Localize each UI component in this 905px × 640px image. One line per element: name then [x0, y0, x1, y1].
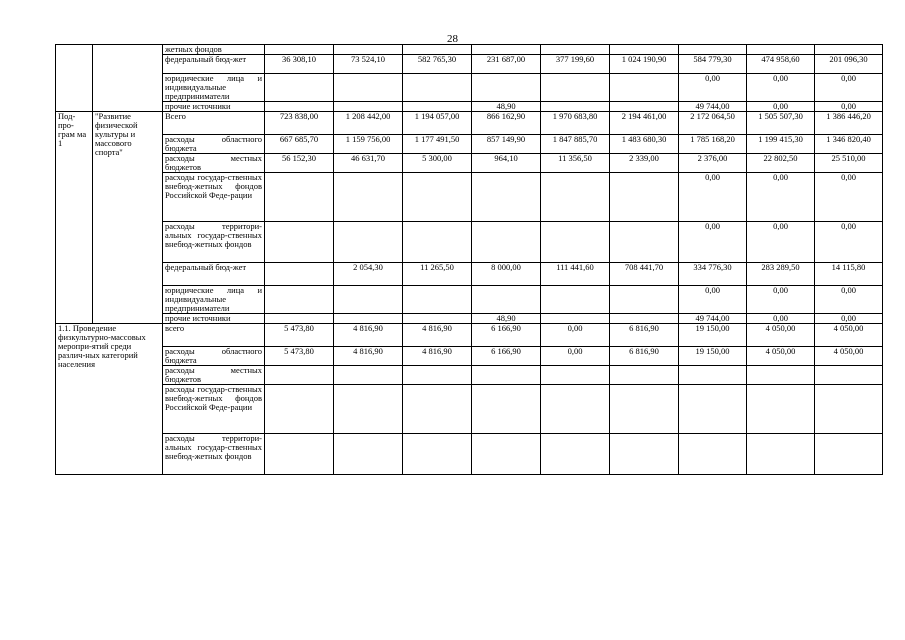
value-cell: 73 524,10 — [334, 55, 403, 74]
value-cell: 4 050,00 — [747, 347, 815, 366]
table-row — [56, 45, 883, 55]
value-cell — [403, 222, 472, 263]
table-row — [56, 154, 883, 173]
value-cell: 22 802,50 — [747, 154, 815, 173]
value-cell: 1 505 507,30 — [747, 112, 815, 135]
value-cell: 4 816,90 — [403, 324, 472, 347]
value-cell — [541, 434, 610, 475]
value-cell — [334, 74, 403, 102]
value-cell: 0,00 — [679, 173, 747, 222]
funding-source-cell: расходы территори-альных государ-ственных внебюд-жетных фондов — [163, 222, 265, 263]
value-cell: 4 050,00 — [747, 324, 815, 347]
value-cell — [541, 74, 610, 102]
value-cell — [610, 434, 679, 475]
value-cell — [265, 74, 334, 102]
value-cell: 0,00 — [815, 74, 883, 102]
value-cell — [334, 45, 403, 55]
value-cell — [679, 385, 747, 434]
value-cell — [265, 222, 334, 263]
value-cell: 6 166,90 — [472, 347, 541, 366]
value-cell: 56 152,30 — [265, 154, 334, 173]
funding-source-cell: юридические лица и индивидуальные предприниматели — [163, 74, 265, 102]
value-cell: 1 024 190,90 — [610, 55, 679, 74]
value-cell: 0,00 — [747, 222, 815, 263]
funding-source-cell: расходы местных бюджетов — [163, 366, 265, 385]
value-cell: 0,00 — [815, 286, 883, 314]
funding-source-cell: всего — [163, 324, 265, 347]
value-cell — [472, 173, 541, 222]
value-cell: 4 816,90 — [403, 347, 472, 366]
value-cell: 964,10 — [472, 154, 541, 173]
value-cell — [747, 434, 815, 475]
value-cell — [403, 366, 472, 385]
value-cell: 5 473,80 — [265, 324, 334, 347]
value-cell: 0,00 — [815, 173, 883, 222]
funding-source-cell: прочие источники — [163, 314, 265, 324]
table-row — [56, 74, 883, 102]
value-cell — [403, 102, 472, 112]
funding-source-cell: расходы территори-альных государ-ственных внебюд-жетных фондов — [163, 434, 265, 475]
funding-source-cell: расходы местных бюджетов — [163, 154, 265, 173]
value-cell — [334, 434, 403, 475]
value-cell: 584 779,30 — [679, 55, 747, 74]
value-cell — [747, 385, 815, 434]
value-cell — [541, 314, 610, 324]
table-row — [56, 434, 883, 475]
value-cell — [265, 434, 334, 475]
value-cell — [541, 102, 610, 112]
value-cell: 283 289,50 — [747, 263, 815, 286]
value-cell — [403, 314, 472, 324]
value-cell: 0,00 — [747, 286, 815, 314]
funding-source-cell: расходы областного бюджета — [163, 347, 265, 366]
value-cell: 0,00 — [679, 222, 747, 263]
value-cell: 1 483 680,30 — [610, 135, 679, 154]
value-cell — [541, 286, 610, 314]
value-cell — [610, 102, 679, 112]
measure-name-cell: 1.1. Проведение физкультурно-массовых меропри-ятий среди различ-ных категорий населения — [56, 324, 163, 475]
funding-source-cell: расходы государ-ственных внебюд-жетных фондов Российской Феде-рации — [163, 385, 265, 434]
value-cell — [334, 102, 403, 112]
value-cell: 0,00 — [815, 102, 883, 112]
value-cell: 857 149,90 — [472, 135, 541, 154]
value-cell — [265, 173, 334, 222]
funding-source-cell: федеральный бюд-жет — [163, 263, 265, 286]
value-cell — [610, 366, 679, 385]
budget-table — [55, 44, 883, 475]
subprogram-name-cell — [93, 45, 163, 112]
value-cell: 0,00 — [541, 347, 610, 366]
table-row — [56, 55, 883, 74]
value-cell — [541, 385, 610, 434]
value-cell: 1 159 756,00 — [334, 135, 403, 154]
value-cell — [472, 286, 541, 314]
value-cell: 0,00 — [747, 173, 815, 222]
value-cell: 1 199 415,30 — [747, 135, 815, 154]
value-cell: 19 150,00 — [679, 347, 747, 366]
value-cell — [472, 385, 541, 434]
table-row — [56, 324, 883, 347]
value-cell: 1 847 885,70 — [541, 135, 610, 154]
value-cell: 667 685,70 — [265, 135, 334, 154]
value-cell: 4 050,00 — [815, 347, 883, 366]
funding-source-cell: жетных фондов — [163, 45, 265, 55]
value-cell — [610, 222, 679, 263]
value-cell: 111 441,60 — [541, 263, 610, 286]
table-row — [56, 173, 883, 222]
value-cell: 2 376,00 — [679, 154, 747, 173]
value-cell — [747, 366, 815, 385]
value-cell — [541, 173, 610, 222]
value-cell — [541, 366, 610, 385]
value-cell — [334, 173, 403, 222]
value-cell: 46 631,70 — [334, 154, 403, 173]
value-cell: 708 441,70 — [610, 263, 679, 286]
table-row — [56, 366, 883, 385]
value-cell: 0,00 — [747, 74, 815, 102]
value-cell — [403, 385, 472, 434]
value-cell: 5 300,00 — [403, 154, 472, 173]
value-cell: 48,90 — [472, 102, 541, 112]
value-cell: 19 150,00 — [679, 324, 747, 347]
value-cell — [610, 74, 679, 102]
value-cell — [472, 45, 541, 55]
value-cell: 1 386 446,20 — [815, 112, 883, 135]
value-cell: 0,00 — [815, 314, 883, 324]
table-row — [56, 263, 883, 286]
value-cell: 2 194 461,00 — [610, 112, 679, 135]
subprogram-code-cell: Под-про-грам ма 1 — [56, 112, 93, 324]
value-cell — [815, 366, 883, 385]
value-cell: 25 510,00 — [815, 154, 883, 173]
value-cell — [541, 45, 610, 55]
value-cell: 723 838,00 — [265, 112, 334, 135]
value-cell — [610, 314, 679, 324]
funding-source-cell: федеральный бюд-жет — [163, 55, 265, 74]
value-cell — [403, 173, 472, 222]
value-cell — [472, 366, 541, 385]
value-cell: 6 816,90 — [610, 324, 679, 347]
table-body — [56, 45, 883, 475]
value-cell — [610, 45, 679, 55]
value-cell — [610, 385, 679, 434]
value-cell — [334, 222, 403, 263]
value-cell — [679, 366, 747, 385]
value-cell: 0,00 — [679, 286, 747, 314]
table-row — [56, 135, 883, 154]
page-number: 28 — [447, 33, 458, 45]
table-row — [56, 112, 883, 135]
value-cell — [265, 45, 334, 55]
value-cell — [403, 45, 472, 55]
table-row — [56, 314, 883, 324]
value-cell: 11 356,50 — [541, 154, 610, 173]
value-cell: 49 744,00 — [679, 314, 747, 324]
value-cell: 49 744,00 — [679, 102, 747, 112]
value-cell: 36 308,10 — [265, 55, 334, 74]
value-cell: 0,00 — [747, 102, 815, 112]
value-cell — [265, 314, 334, 324]
value-cell: 4 816,90 — [334, 324, 403, 347]
table-row — [56, 385, 883, 434]
value-cell: 11 265,50 — [403, 263, 472, 286]
value-cell — [815, 385, 883, 434]
table-row — [56, 222, 883, 263]
value-cell: 5 473,80 — [265, 347, 334, 366]
value-cell — [610, 286, 679, 314]
value-cell: 334 776,30 — [679, 263, 747, 286]
value-cell — [679, 434, 747, 475]
value-cell: 1 208 442,00 — [334, 112, 403, 135]
value-cell — [679, 45, 747, 55]
value-cell: 231 687,00 — [472, 55, 541, 74]
funding-source-cell: Всего — [163, 112, 265, 135]
value-cell: 8 000,00 — [472, 263, 541, 286]
table-row — [56, 347, 883, 366]
value-cell — [265, 385, 334, 434]
value-cell: 0,00 — [679, 74, 747, 102]
value-cell — [334, 385, 403, 434]
value-cell: 582 765,30 — [403, 55, 472, 74]
value-cell — [472, 434, 541, 475]
value-cell: 1 785 168,20 — [679, 135, 747, 154]
value-cell: 474 958,60 — [747, 55, 815, 74]
value-cell: 0,00 — [747, 314, 815, 324]
value-cell: 4 816,90 — [334, 347, 403, 366]
value-cell — [403, 74, 472, 102]
value-cell: 1 346 820,40 — [815, 135, 883, 154]
value-cell — [403, 434, 472, 475]
value-cell — [403, 286, 472, 314]
value-cell — [265, 263, 334, 286]
funding-source-cell: прочие источники — [163, 102, 265, 112]
value-cell: 2 172 064,50 — [679, 112, 747, 135]
subprogram-name-cell: "Развитие физической культуры и массового спорта" — [93, 112, 163, 324]
table-row — [56, 286, 883, 314]
value-cell — [747, 45, 815, 55]
value-cell: 1 177 491,50 — [403, 135, 472, 154]
value-cell: 48,90 — [472, 314, 541, 324]
subprogram-code-cell — [56, 45, 93, 112]
value-cell — [265, 286, 334, 314]
value-cell — [541, 222, 610, 263]
value-cell — [815, 45, 883, 55]
value-cell: 866 162,90 — [472, 112, 541, 135]
funding-source-cell: юридические лица и индивидуальные предприниматели — [163, 286, 265, 314]
value-cell — [265, 102, 334, 112]
value-cell — [472, 74, 541, 102]
value-cell — [334, 286, 403, 314]
value-cell: 0,00 — [815, 222, 883, 263]
value-cell: 201 096,30 — [815, 55, 883, 74]
table-row — [56, 102, 883, 112]
value-cell: 6 166,90 — [472, 324, 541, 347]
value-cell: 1 194 057,00 — [403, 112, 472, 135]
value-cell: 14 115,80 — [815, 263, 883, 286]
value-cell — [815, 434, 883, 475]
value-cell — [472, 222, 541, 263]
value-cell: 4 050,00 — [815, 324, 883, 347]
value-cell: 2 054,30 — [334, 263, 403, 286]
value-cell: 6 816,90 — [610, 347, 679, 366]
value-cell: 2 339,00 — [610, 154, 679, 173]
value-cell — [334, 366, 403, 385]
value-cell: 377 199,60 — [541, 55, 610, 74]
value-cell — [265, 366, 334, 385]
funding-source-cell: расходы областного бюджета — [163, 135, 265, 154]
value-cell — [610, 173, 679, 222]
value-cell — [334, 314, 403, 324]
value-cell: 0,00 — [541, 324, 610, 347]
value-cell: 1 970 683,80 — [541, 112, 610, 135]
funding-source-cell: расходы государ-ственных внебюд-жетных фондов Российской Феде-рации — [163, 173, 265, 222]
